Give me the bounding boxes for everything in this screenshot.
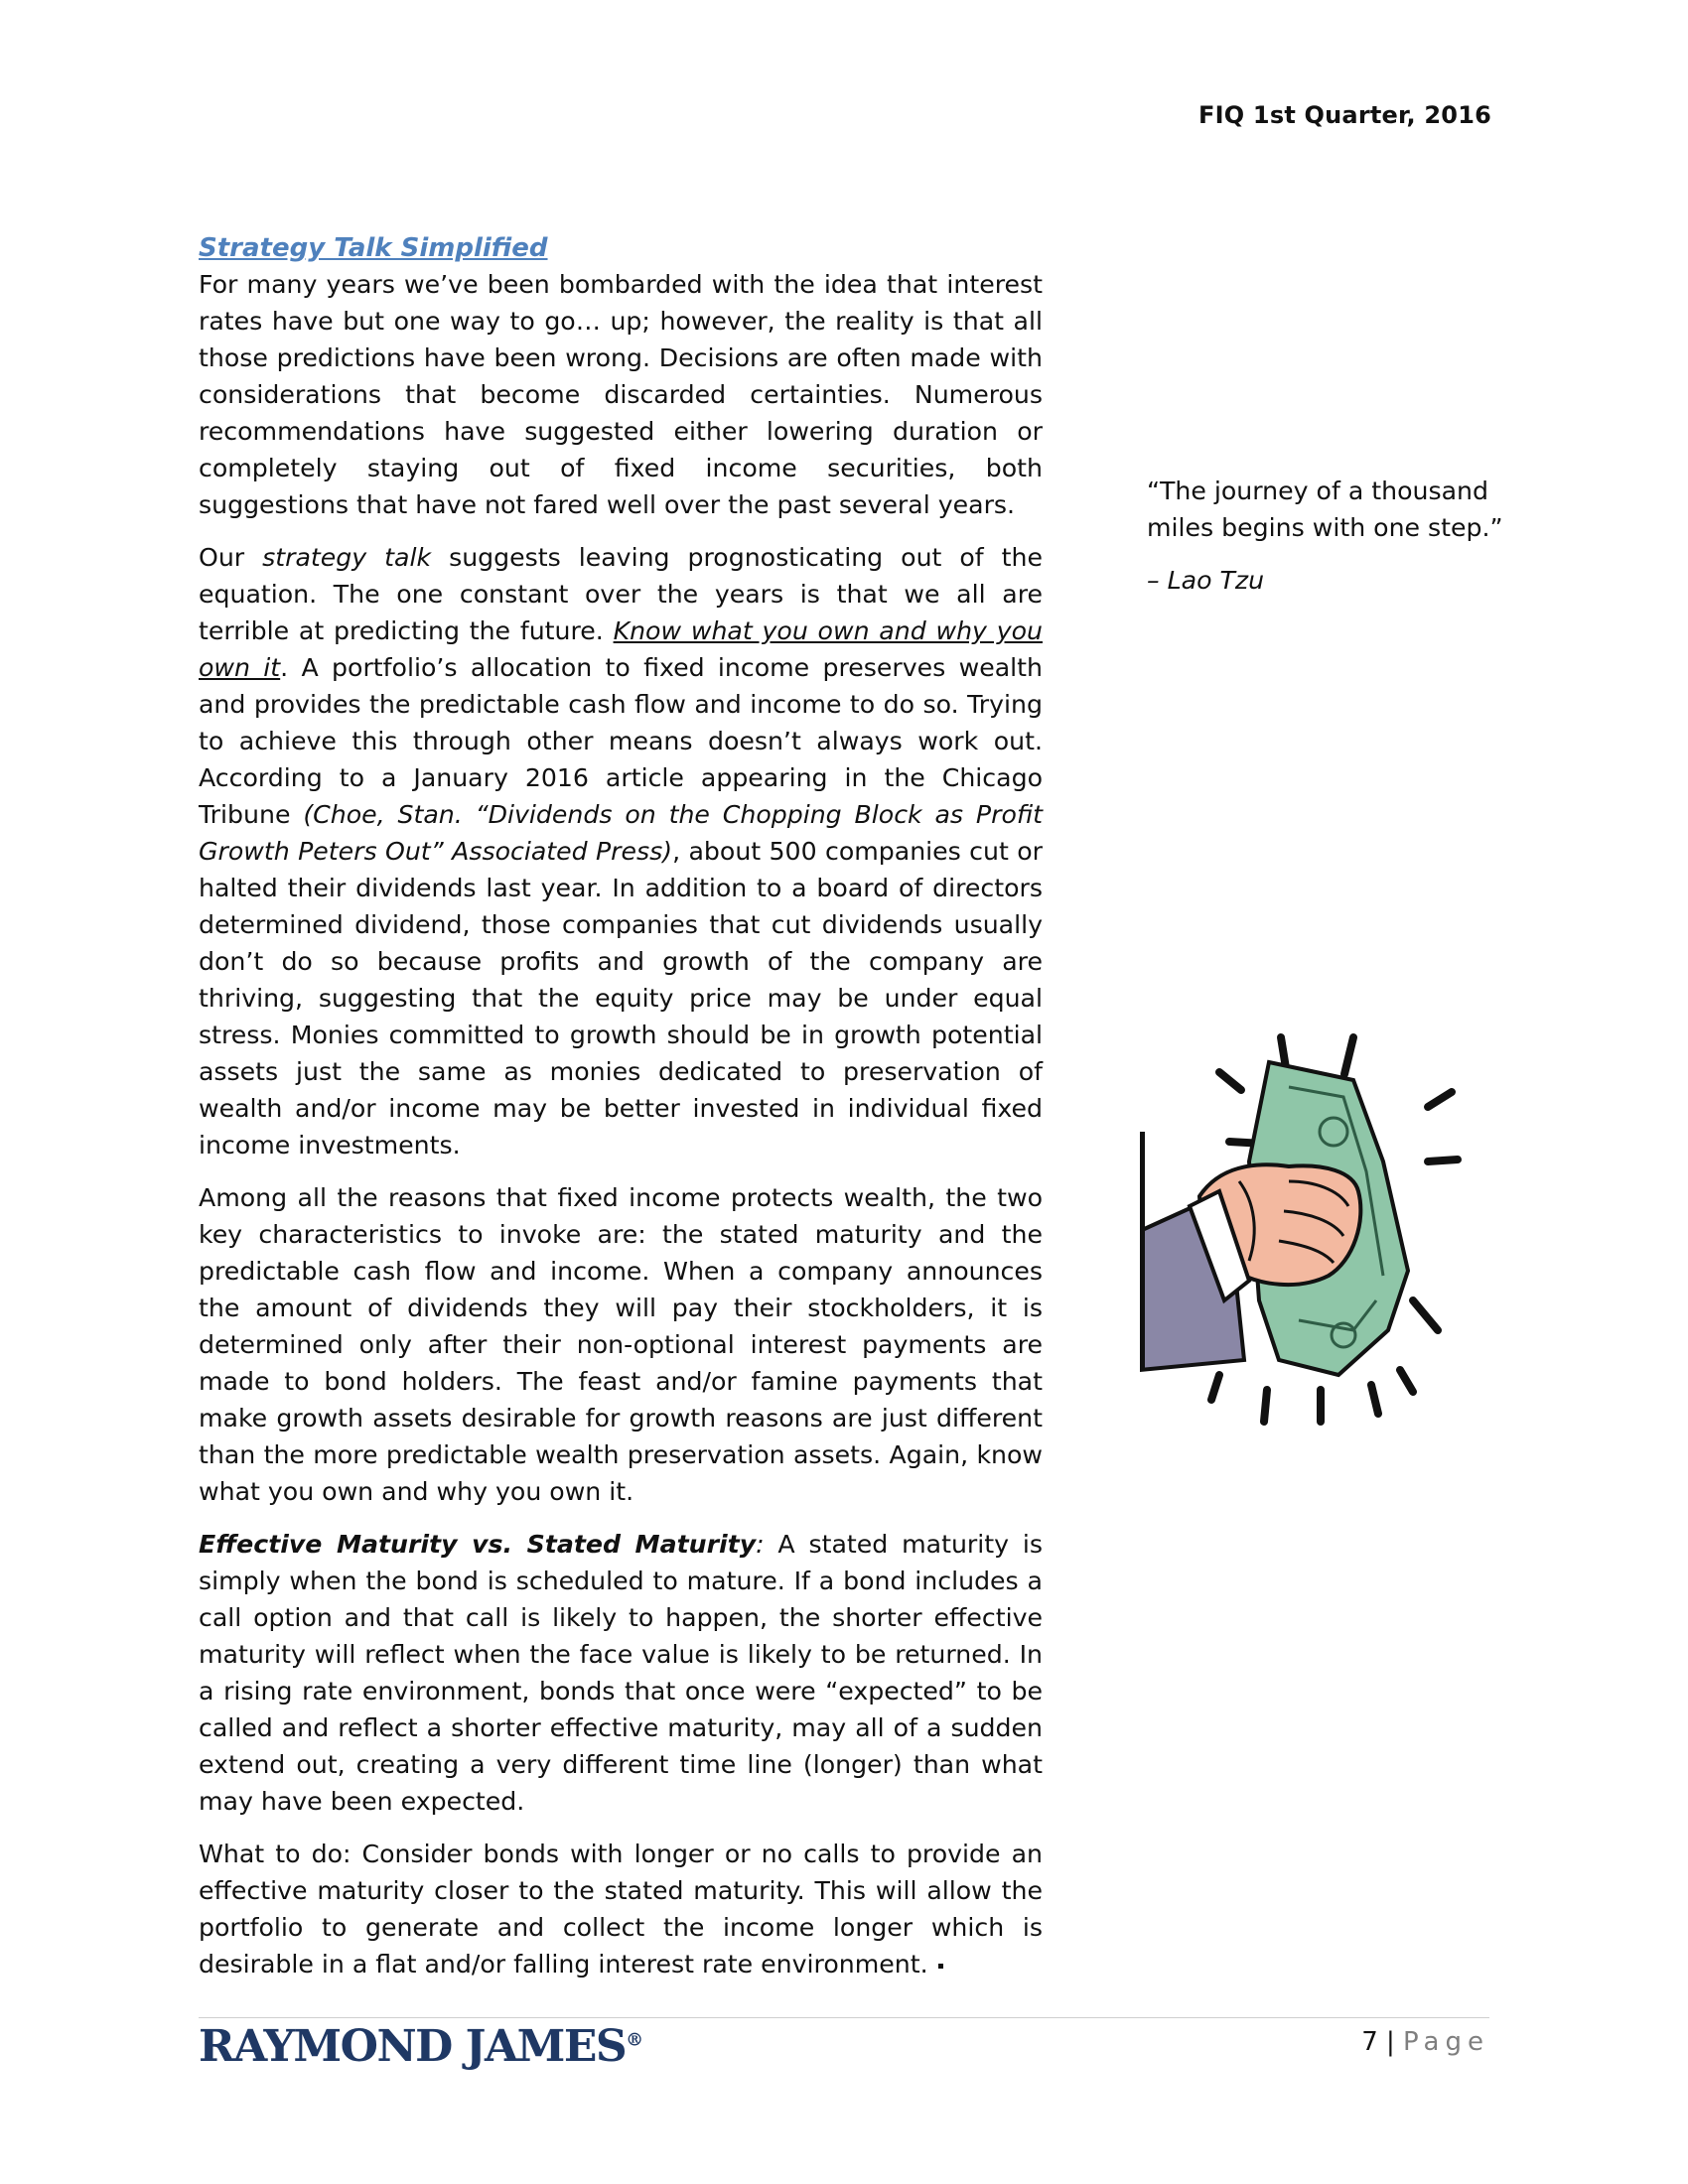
citation: (Choe, Stan. “Dividends on the Chopping Block as Profit Growth Peters Out” Associated Press) [199, 800, 1044, 866]
page-number [1361, 2027, 1489, 2057]
sidebar-quote [1147, 473, 1504, 614]
paragraph-intro: For many years we’ve been bombarded with the idea that interest rates have but one way to go… up; however, the reality is that all those predictions have been wrong. Decisions are often made with considerations that become discarded certainties. Numerous recommendations have suggested either lowering duration or completely staying out of fixed income securities, both suggestions that have not fared well over the past several years. [199, 270, 1043, 519]
text-run: . A portfolio’s allocation to fixed income preserves wealth and provides the predictable cash flow and income to do so. Trying to achieve this through other means doesn’t always work out. According to a January 2016 article appearing in the Chicago Tribune [199, 653, 1043, 829]
raymond-james-logo: RAYMOND JAMES® [199, 2021, 644, 2072]
fist-holding-money-icon [1140, 1032, 1497, 1439]
page-number-separator: | [1386, 2027, 1395, 2057]
text-run: What to do: Consider bonds with longer or no calls to provide an effective maturity closer to the stated maturity. This will allow the portfolio to generate and collect the income longer which is desirable in a flat and/or falling interest rate environment. [199, 1840, 1043, 1979]
quote-text: “The journey of a thousand miles begins with one step.” [1147, 477, 1503, 542]
quote-attribution: – Lao Tzu [1147, 566, 1265, 595]
paragraph-maturity [199, 1526, 1043, 1820]
section-title: Strategy Talk Simplified [199, 233, 548, 263]
paragraph-strategy [199, 539, 1043, 1163]
paragraph-reasons: Among all the reasons that fixed income protects wealth, the two key characteristics to invoke are: the stated maturity and the predictable cash flow and income. When a company announces the amount of dividends they will pay their stockholders, it is determined only after their non-optional interest payments are made to bond holders. The feast and/or famine payments that make growth assets desirable for growth reasons are just different than the more predictable wealth preservation assets. Again, know what you own and why you own it. [199, 1183, 1043, 1506]
page-number-value: 7 [1361, 2027, 1378, 2057]
footer-divider [199, 2017, 1489, 2018]
emphasis-strategy-talk: strategy talk [262, 543, 432, 572]
emphasis-know-what-you-own: Know what you own and why you own it [199, 616, 1043, 682]
text-run: suggests leaving prognosticating out of the equation. The one constant over the years is that we all are terrible at predicting the future. [199, 543, 1043, 645]
term-colon: : [756, 1530, 765, 1559]
document-header: FIQ 1st Quarter, 2016 [1198, 101, 1491, 129]
text-run: A stated maturity is simply when the bond is scheduled to mature. If a bond includes a call option and that call is likely to happen, the shorter effective maturity will reflect when the face value is likely to be returned. In a rising rate environment, bonds that once were “expected” to be called and reflect a shorter effective maturity, may all of a sudden extend out, creating a very different time line (longer) than what may have been expected. [199, 1530, 1043, 1816]
term-effective-maturity: Effective Maturity vs. Stated Maturity [199, 1530, 757, 1559]
article-body [199, 230, 1043, 1998]
paragraph-what-to-do [199, 1836, 1043, 1982]
text-run: Our [199, 543, 263, 572]
text-run: , about 500 companies cut or halted their dividends last year. In addition to a board of directors determined dividend, those companies that cut dividends usually don’t do so because profits and growth of the company are thriving, suggesting that the equity price may be under equal stress. Monies committed to growth should be in growth potential assets just the same as monies dedicated to preservation of wealth and/or income may be better invested in individual fixed income investments. [199, 837, 1043, 1160]
end-mark-icon [938, 1964, 943, 1969]
page-label: Page [1403, 2027, 1489, 2057]
